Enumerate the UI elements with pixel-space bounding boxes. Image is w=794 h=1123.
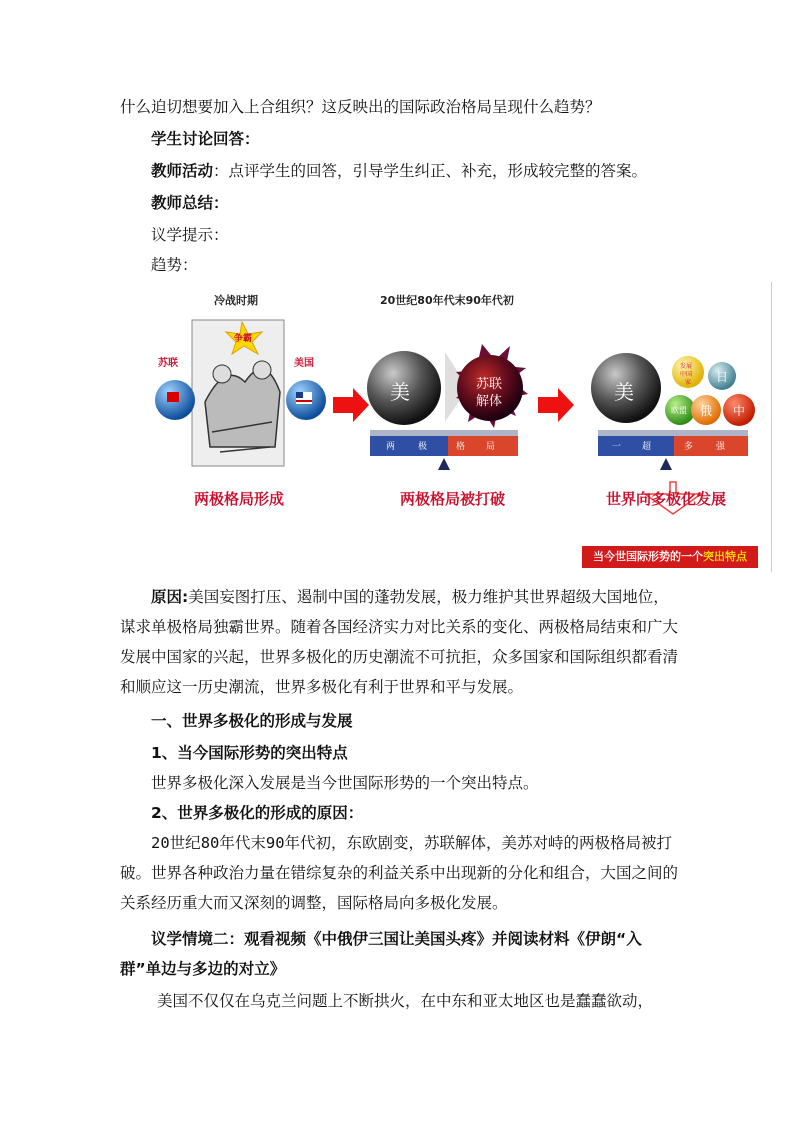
fulcrum-icon bbox=[438, 458, 450, 470]
subheading-2-text bbox=[120, 828, 680, 918]
arrow-right-icon-2 bbox=[538, 388, 574, 422]
teacher-activity-text: ：点评学生的回答，引导学生纠正、补充，形成较完整的答案。 bbox=[213, 162, 648, 180]
russia-label: 俄 bbox=[700, 404, 713, 418]
reason-label: 原因: bbox=[151, 588, 189, 606]
bar3-char-3: 多 bbox=[684, 442, 694, 452]
figure-title-late-80s: 20世纪80年代末90年代初 bbox=[380, 294, 514, 307]
highlight-banner bbox=[582, 546, 758, 568]
world-pattern-figure bbox=[150, 282, 774, 572]
last-paragraph: 美国不仅仅在乌克兰问题上不断拱火，在中东和亚太地区也是蠢蠢欲动， bbox=[157, 992, 654, 1010]
reason-text: 美国妄图打压、遏制中国的蓬勃发展，极力维护其世界超级大国地位，谋求单极格局独霸世界。随着各国经济实力对比关系的变化、两极格局结束和广大发展中国家的兴起，世界多极化的历史潮流不可抗拒，众多国家和国际组织都看清和顺应这一历史潮流，世界多极化有利于世界和平与发展。 bbox=[120, 588, 679, 696]
situation-2-heading: 议学情境二：观看视频《中俄伊三国让美国头疼》并阅读材料《伊朗“入群”单边与多边的对立》 bbox=[120, 930, 642, 978]
bar2-char-2: 极 bbox=[418, 442, 428, 452]
section-heading-1: 一、世界多极化的形成与发展 bbox=[151, 712, 353, 730]
txt-rest: 年代初，东欧剧变，苏联解体，美苏对峙的两极格局被打破。世界各种政治力量在错综复杂的利益关系中出现新的分化和组合，大国之间的关系经历重大而又深刻的调整，国际格局向多极化发展。 bbox=[120, 834, 679, 912]
teacher-activity-label: 教师活动 bbox=[151, 162, 214, 180]
bar3-blue bbox=[598, 436, 674, 456]
subheading-2: 2、世界多极化的形成的原因： bbox=[151, 804, 364, 822]
trend-label: 趋势： bbox=[151, 256, 198, 274]
txt-niandaimo: 年代末 bbox=[219, 834, 266, 852]
label-soviet: 苏联 bbox=[158, 358, 178, 369]
bar3-char-1: 一 bbox=[612, 442, 622, 452]
developing-label-2: 中国 bbox=[680, 371, 693, 378]
num-20: 20 bbox=[151, 834, 170, 852]
japan-label: 日 bbox=[716, 370, 729, 384]
bar3-char-2: 超 bbox=[642, 442, 652, 452]
caption-multipolar: 世界向多极化发展 bbox=[606, 490, 727, 508]
developing-label-1: 发展 bbox=[680, 363, 693, 370]
reason-paragraph bbox=[120, 582, 680, 702]
intro-line-1: 什么迫切想要加入上合组织？这反映出的国际政治格局呈现什么趋势？ bbox=[120, 98, 601, 116]
num-90: 90 bbox=[265, 834, 285, 852]
banner-text: 当今世国际形势的一个 bbox=[593, 550, 703, 563]
ball-usa-2-label: 美 bbox=[614, 380, 634, 404]
fulcrum-icon-2 bbox=[660, 458, 672, 470]
figure-title-cold-war: 冷战时期 bbox=[214, 294, 258, 307]
teacher-summary-label: 教师总结： bbox=[151, 194, 229, 212]
bar2-char-3: 格 bbox=[456, 442, 466, 452]
arrow-right-icon bbox=[333, 388, 369, 422]
soviet-label-1: 苏联 bbox=[476, 377, 503, 392]
label-hegemony: 争霸 bbox=[234, 334, 253, 344]
ball-usa-label: 美 bbox=[390, 380, 410, 404]
bar3-char-4: 强 bbox=[716, 442, 726, 452]
teacher-activity-line bbox=[120, 156, 680, 186]
caption-bipolar-formed: 两极格局形成 bbox=[194, 490, 285, 508]
num-80: 80 bbox=[200, 834, 220, 852]
eu-label: 欧盟 bbox=[671, 406, 687, 415]
label-usa: 美国 bbox=[294, 358, 314, 369]
subheading-1: 1、当今国际形势的突出特点 bbox=[151, 744, 348, 762]
soviet-label-2: 解体 bbox=[476, 394, 503, 409]
developing-label-3: 家 bbox=[685, 379, 692, 386]
bar-blue bbox=[370, 436, 448, 456]
student-discussion-label: 学生讨论回答： bbox=[151, 130, 260, 148]
china-label: 中 bbox=[733, 404, 746, 418]
discussion-hint-label: 议学提示： bbox=[151, 226, 229, 244]
banner-highlight: 突出特点 bbox=[703, 550, 747, 563]
subheading-1-text: 世界多极化深入发展是当今世国际形势的一个突出特点。 bbox=[151, 774, 539, 792]
txt-shiji: 世纪 bbox=[169, 834, 201, 852]
bar2-char-1: 两 bbox=[386, 442, 396, 452]
bar2-char-4: 局 bbox=[486, 442, 496, 452]
caption-bipolar-broken: 两极格局被打破 bbox=[400, 490, 506, 508]
